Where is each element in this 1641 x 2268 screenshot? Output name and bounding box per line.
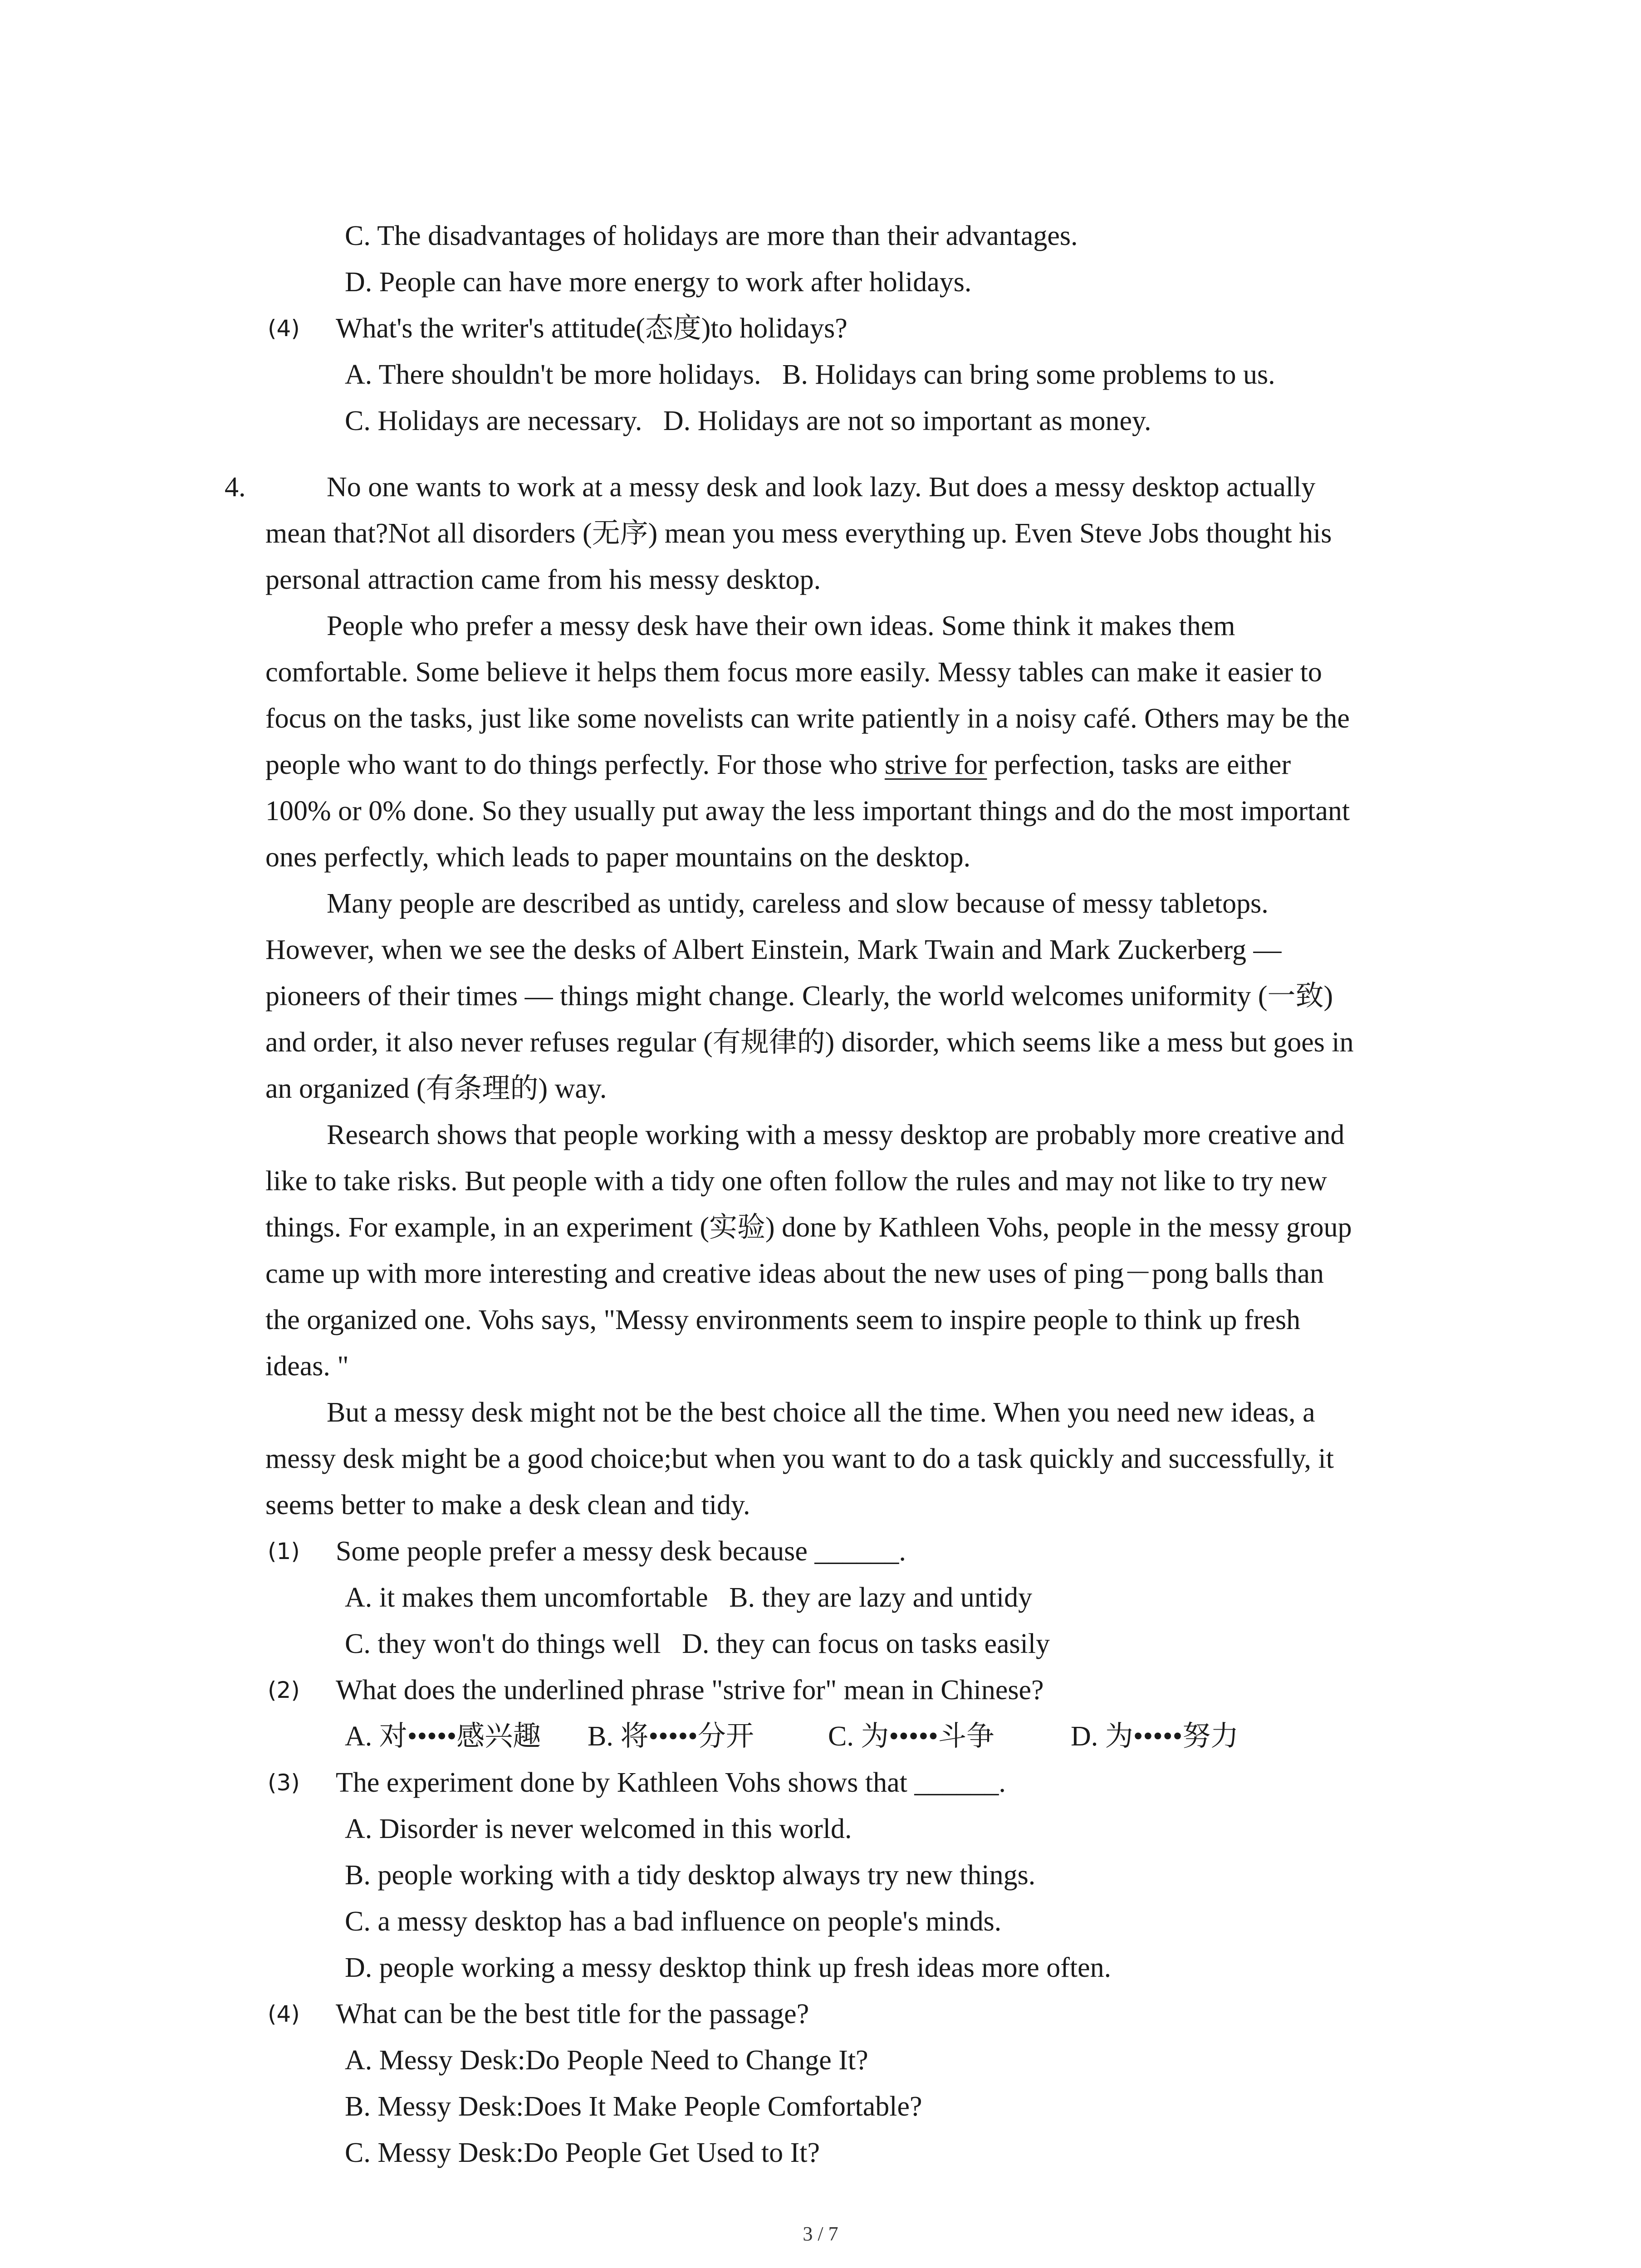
option-a: A. Messy Desk:Do People Need to Change It? xyxy=(345,2045,868,2076)
question-number: (4) xyxy=(268,2001,300,2027)
passage-line: pioneers of their times — things might change. Clearly, the world welcomes uniformity (一致) xyxy=(265,981,1333,1012)
passage-line: mean that?Not all disorders (无序) mean you mess everything up. Even Steve Jobs thought his xyxy=(265,518,1332,549)
option-c: C. a messy desktop has a bad influence on people's minds. xyxy=(345,1906,1002,1937)
options-row xyxy=(345,1579,1032,1616)
question-stem: Some people prefer a messy desk because ______. xyxy=(336,1536,906,1567)
passage-line: But a messy desk might not be the best choice all the time. When you need new ideas, a xyxy=(327,1397,1315,1428)
passage-line: things. For example, in an experiment (实验) done by Kathleen Vohs, people in the messy group xyxy=(265,1212,1352,1243)
option-b: B. people working with a tidy desktop always try new things. xyxy=(345,1860,1036,1891)
passage-line: 100% or 0% done. So they usually put away the less important things and do the most important xyxy=(265,796,1350,826)
prev-q3-option-c: C. The disadvantages of holidays are more than their advantages. xyxy=(345,220,1078,251)
prev-q4-options-row1 xyxy=(345,357,1275,393)
passage-line: However, when we see the desks of Albert Einstein, Mark Twain and Mark Zuckerberg — xyxy=(265,934,1282,965)
passage-line: No one wants to work at a messy desk and look lazy. But does a messy desktop actually xyxy=(327,472,1316,503)
question-number: (2) xyxy=(268,1677,300,1703)
option-b: B. they are lazy and untidy xyxy=(729,1582,1033,1613)
passage-number: 4. xyxy=(225,472,246,503)
prev-q4-options-row2 xyxy=(345,403,1151,439)
option-a: A. Disorder is never welcomed in this world. xyxy=(345,1813,852,1844)
passage-line: like to take risks. But people with a tidy one often follow the rules and may not like to try new xyxy=(265,1166,1327,1197)
option-a: A. 对•••••感兴趣 xyxy=(345,1721,541,1752)
option-b: B. 将•••••分开 xyxy=(588,1721,754,1752)
passage-text: perfection, tasks are either xyxy=(987,749,1291,780)
passage-line: comfortable. Some believe it helps them focus more easily. Messy tables can make it easier to xyxy=(265,657,1322,688)
passage-text: people who want to do things perfectly. For those who xyxy=(265,749,885,780)
question-stem: What can be the best title for the passage? xyxy=(336,1999,809,2029)
question-stem: The experiment done by Kathleen Vohs shows that ______. xyxy=(336,1767,1006,1798)
passage-line: ones perfectly, which leads to paper mountains on the desktop. xyxy=(265,842,971,873)
option-d: D. people working a messy desktop think up fresh ideas more often. xyxy=(345,1952,1112,1983)
option-c: C. 为•••••斗争 xyxy=(828,1721,994,1752)
passage-line: the organized one. Vohs says, "Messy environments seem to inspire people to think up fresh xyxy=(265,1305,1301,1335)
passage-line: People who prefer a messy desk have their own ideas. Some think it makes them xyxy=(327,611,1235,641)
passage-line: came up with more interesting and creative ideas about the new uses of ping－pong balls than xyxy=(265,1258,1324,1289)
prev-q4-option-d: D. Holidays are not so important as money. xyxy=(663,406,1151,436)
passage-line: Research shows that people working with a messy desktop are probably more creative and xyxy=(327,1119,1345,1150)
passage-line: focus on the tasks, just like some novelists can write patiently in a noisy café. Others may be the xyxy=(265,703,1350,734)
passage-line: personal attraction came from his messy desktop. xyxy=(265,564,821,595)
prev-q4-stem: What's the writer's attitude(态度)to holidays? xyxy=(336,313,847,344)
options-row xyxy=(345,1626,1050,1662)
passage-line: seems better to make a desk clean and tidy. xyxy=(265,1490,750,1520)
passage-line: messy desk might be a good choice;but when you want to do a task quickly and successfully, it xyxy=(265,1443,1334,1474)
option-d: D. they can focus on tasks easily xyxy=(682,1628,1050,1659)
prev-q3-option-d: D. People can have more energy to work after holidays. xyxy=(345,267,972,298)
passage-line: ideas. " xyxy=(265,1351,349,1382)
underlined-phrase: strive for xyxy=(884,749,987,780)
question-stem: What does the underlined phrase "strive for" mean in Chinese? xyxy=(336,1675,1044,1706)
prev-q4-option-a: A. There shouldn't be more holidays. xyxy=(345,359,761,390)
passage-line: Many people are described as untidy, careless and slow because of messy tabletops. xyxy=(327,888,1269,919)
prev-q4-option-c: C. Holidays are necessary. xyxy=(345,406,642,436)
passage-line xyxy=(265,747,1291,783)
passage-line: and order, it also never refuses regular (有规律的) disorder, which seems like a mess but goes in xyxy=(265,1027,1354,1058)
option-c: C. they won't do things well xyxy=(345,1628,661,1659)
option-a: A. it makes them uncomfortable xyxy=(345,1582,708,1613)
question-number: (3) xyxy=(268,1769,300,1796)
passage-line: an organized (有条理的) way. xyxy=(265,1073,607,1104)
question-number: (1) xyxy=(268,1538,300,1564)
page-number: 3 / 7 xyxy=(803,2223,838,2245)
prev-q4-number: (4) xyxy=(268,315,300,342)
option-c: C. Messy Desk:Do People Get Used to It? xyxy=(345,2137,820,2168)
option-b: B. Messy Desk:Does It Make People Comfortable? xyxy=(345,2091,922,2122)
option-d: D. 为•••••努力 xyxy=(1071,1721,1239,1752)
prev-q4-option-b: B. Holidays can bring some problems to us. xyxy=(782,359,1275,390)
